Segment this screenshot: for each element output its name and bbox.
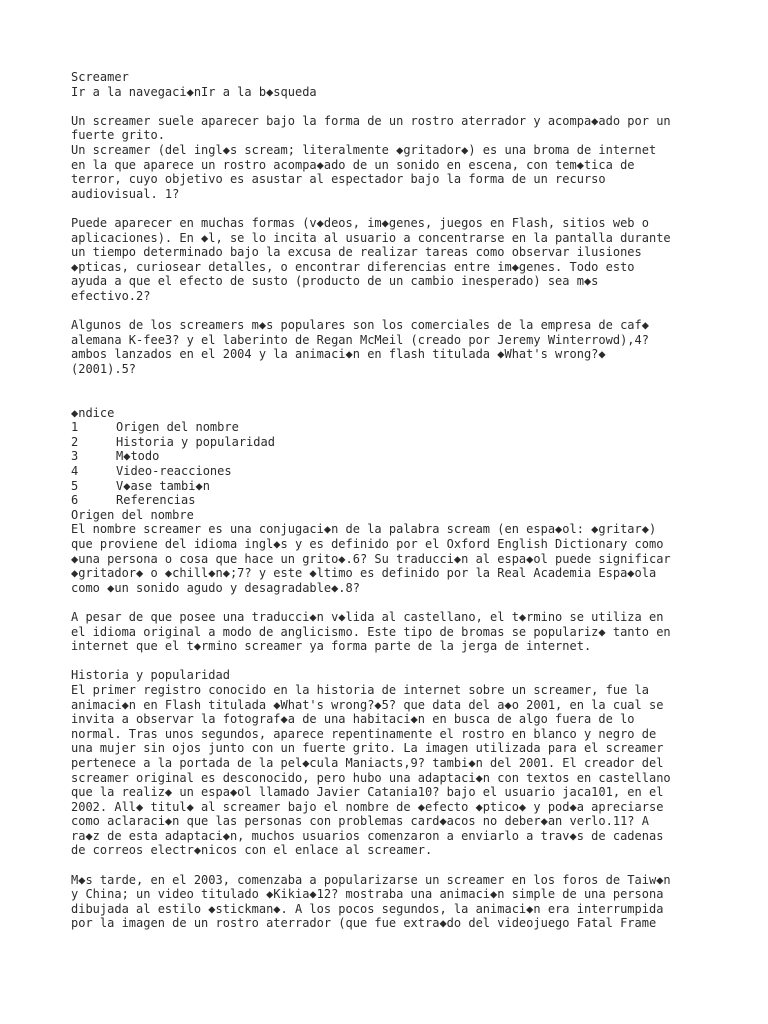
- toc-item-number: 6: [71, 493, 79, 508]
- toc-item-number: 1: [71, 420, 79, 435]
- toc-item[interactable]: [71, 449, 711, 464]
- origen-paragraph-2: A pesar de que posee una traducci◆n v◆lida al castellano, el t◆rmino se utiliza en el idioma original a modo de anglicismo. Este tipo de bromas se populariz◆ tanto en internet que el t◆rmino screamer ya forma parte de la jerga de internet.: [71, 609, 671, 654]
- origen-paragraph-1: El nombre screamer es una conjugaci◆n de la palabra scream (en espa◆ol: ◆gritar◆) que proviene del idioma ingl◆s y es definido por el Oxford English Dictionary como ◆una persona o cosa que hace un grito◆.6? Su traducci◆n al espa◆ol puede significar ◆gritador◆ o ◆chill◆n◆;7? y este ◆ltimo es definido por la Real Academia Espa◆ola como ◆un sonido agudo y desagradable◆.8?: [71, 522, 671, 595]
- toc-item-label[interactable]: Origen del nombre: [116, 420, 239, 435]
- document-title: Screamer: [71, 70, 129, 84]
- toc-item-number: 4: [71, 464, 79, 479]
- toc-item[interactable]: [71, 435, 711, 450]
- historia-paragraph-1: El primer registro conocido en la historia de internet sobre un screamer, fue la animaci◆n en Flash titulada ◆What's wrong?◆5? que data del a◆o 2001, en la cual se invita a observar la fotograf◆a de una habitaci◆n en busca de algo fuera de lo normal. Tras unos segundos, aparece repentinamente el rostro en blanco y negro de una mujer sin ojos junto con un fuerte grito. La imagen utilizada para el screamer pertenece a la portada de la pel◆cula Maniacts,9? tambi◆n del 2001. El creador del screamer original es desconocido, pero hubo una adaptaci◆n con textos en castellano que la realiz◆ un espa◆ol llamado Javier Catania10? bajo el usuario jaca101, en el 2002. All◆ titul◆ al screamer bajo el nombre de ◆efecto ◆ptico◆ y pod◆a apreciarse como aclaraci◆n que las personas con problemas card◆acos no deber◆an verlo.11? A ra◆z de esta adaptaci◆n, muchos usuarios comenzaron a enviarlo a trav◆s de cadenas de correos electr◆nicos con el enlace al screamer.: [71, 682, 671, 858]
- document-page: [71, 70, 711, 931]
- historia-paragraph-2: M◆s tarde, en el 2003, comenzaba a popularizarse un screamer en los foros de Taiw◆n y China; un video titulado ◆Kikia◆12? mostraba una animaci◆n simple de una persona dibujada al estilo ◆stickman◆. A los pocos segundos, la animaci◆n era interrumpida por la imagen de un rostro aterrador (que fue extra◆do del videojuego Fatal Frame: [71, 872, 671, 931]
- intro-paragraph-2: Puede aparecer en muchas formas (v◆deos, im◆genes, juegos en Flash, sitios web o aplicaciones). En ◆l, se lo incita al usuario a concentrarse en la pantalla durante un tiempo determinado bajo la excusa de realizar tareas como observar ilusiones ◆pticas, curiosear detalles, o encontrar diferencias entre im◆genes. Todo esto ayuda a que el efecto de susto (producto de un cambio inesperado) sea m◆s efectivo.2?: [71, 215, 671, 303]
- section-heading-historia: Historia y popularidad: [71, 668, 230, 683]
- toc-item[interactable]: [71, 464, 711, 479]
- table-of-contents: [71, 406, 711, 508]
- toc-item-label[interactable]: V◆ase tambi◆n: [116, 478, 210, 493]
- intro-paragraph-1: Un screamer suele aparecer bajo la forma de un rostro aterrador y acompa◆ado por un fuerte grito. Un screamer (del ingl◆s scream; literalmente ◆gritador◆) es una broma de internet en la que aparece un rostro acompa◆ado de un sonido en escena, con tem◆tica de terror, cuyo objetivo es asustar al espectador bajo la forma de un recurso audiovisual. 1?: [71, 113, 671, 201]
- toc-item[interactable]: [71, 479, 711, 494]
- toc-item[interactable]: [71, 420, 711, 435]
- toc-heading: ◆ndice: [71, 405, 115, 420]
- skip-navigation-text: Ir a la navegaci◆nIr a la b◆squeda: [71, 84, 317, 99]
- toc-item-label[interactable]: Historia y popularidad: [116, 434, 275, 449]
- toc-item-label[interactable]: Referencias: [116, 493, 196, 508]
- toc-item-label[interactable]: M◆todo: [116, 449, 160, 464]
- toc-item-number: 3: [71, 449, 79, 464]
- toc-item[interactable]: [71, 493, 711, 508]
- toc-item-number: 5: [71, 478, 79, 493]
- toc-item-number: 2: [71, 434, 79, 449]
- intro-paragraph-3: Algunos de los screamers m◆s populares son los comerciales de la empresa de caf◆ alemana K-fee3? y el laberinto de Regan McMeil (creado por Jeremy Winterrowd),4? ambos lanzados en el 2004 y la animaci◆n en flash titulada ◆What's wrong?◆ (2001).5?: [71, 318, 649, 376]
- section-heading-origen: Origen del nombre: [71, 507, 194, 522]
- toc-item-label[interactable]: Video-reacciones: [116, 464, 232, 479]
